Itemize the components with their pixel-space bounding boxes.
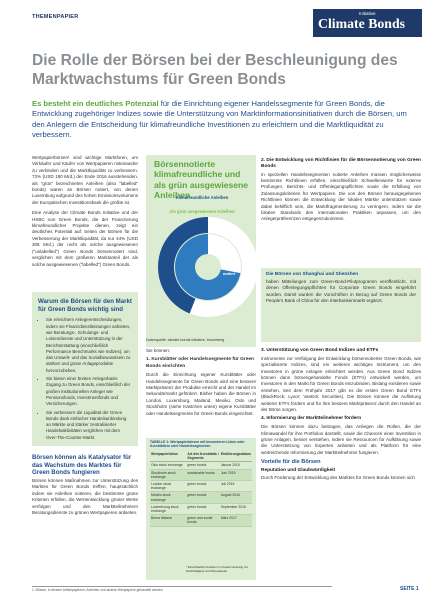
section-2-heading: 2. Die Entwicklung von Richtlinien für die Börsennotierung von Green Bonds [261, 158, 421, 169]
series-label-inner: Als grün ausgewiesene Anleihen [169, 209, 235, 214]
exchange-table-panel [146, 438, 256, 580]
shanghai-box-title: Die Börsen von Shanghai und Shenzhen [266, 272, 359, 277]
table-row [150, 462, 252, 469]
sidebar-item-2: • Sie bieten einer breiten Anlegerbasis Zugang zu Green Bonds, einschließlich der großen institutionellen Anleger wie Pensionsfonds, Investmentfonds und Versicherungen. [46, 376, 132, 407]
logo-subtitle: Initiative [359, 11, 376, 16]
shanghai-box-text: haben Mitteilungen zum Green-Bond-Pilotprogramm veröffentlicht, mit denen Offenlegungspflichten für Corporate Green Bonds eingeführt wurden. Damit wurden die Vorschriften in Bezug auf Green Bonds der People's Bank of China für den Interbankenmarkt ergänzt. [266, 279, 416, 304]
lead-bold: Es besteht ein deutliches Potenzial [32, 99, 159, 108]
left-column [32, 155, 138, 272]
table-cell: green bonds [186, 492, 219, 503]
table-cell: Januar 2015 [220, 462, 252, 469]
table-cell: Oslo stock exchange [150, 462, 186, 469]
page-number: SEITE 1 [400, 586, 419, 592]
series-label-outer: Klimafreundliche Anleihen [175, 195, 229, 200]
table-row [150, 492, 252, 503]
table-header: Einführungsdatum [220, 451, 252, 462]
table-cell: green bonds [186, 481, 219, 492]
data-label-inner-percent: 72% [223, 265, 235, 271]
data-label-outer-text: notiert [243, 271, 256, 276]
section-2-text: In speziellen Handelssegmenten notierte Anleihen müssen möglicherweise bestimmte Richtlinien erfüllen, einschließlich Schwellenwerte für externe Prüfungen, Berichts- und Offenlegungspflichten sowie die Erfüllung von Zulassungskriterien für Wertpapiere. Die von den Börsen herausgegebenen Richtlinien können die Entwicklung der lokalen Märkte unterstützen sowie dabei behilflich sein, die Marktfragmentierung zu verringern, indem sie die lokalen Standards den internationalen Praktiken anpassen, um den Anlegerpräferenzen entgegenzukommen. [261, 171, 421, 222]
table-cell: Stockholm stock exchange [150, 469, 186, 480]
table-caption: TABELLE 1: Wertpapierbörsen mit besonderen Listen oder Kursblättern oder Handelssegmenten [150, 440, 245, 449]
table-cell: August 2016 [220, 492, 252, 503]
right-column-upper [261, 155, 421, 226]
table-row [150, 481, 252, 492]
table-cell: September 2016 [220, 503, 252, 514]
why-exchanges-sidebar [32, 292, 138, 446]
logo-text: Climate Bonds [318, 16, 406, 31]
table-header: Wertpapierbörse [150, 451, 186, 462]
data-label-outer-percent: 44% [244, 265, 256, 271]
catalyst-heading: Börsen können als Katalysator für das Wachstum des Marktes für Green Bonds fungieren [32, 454, 132, 477]
table-cell: green bonds [186, 503, 219, 514]
table-row [150, 469, 252, 480]
pie-chart [146, 195, 256, 345]
table-cell: green and social bonds [186, 515, 219, 526]
section-3-heading: 3. Unterstützung von Green Bond Indizes und ETFs [261, 348, 379, 353]
table-cell: März 2017 [220, 515, 252, 526]
table-cell: Mexiko stock exchange [150, 492, 186, 503]
footnote: 1. Börsen, in diesem Artikelpapieren, Anleihen und andere Wertpapiere gehandelt werden [32, 586, 332, 592]
section-3-text: Instrumente zur Verfolgung der Entwicklung börsennotierter Green Bonds, wie spezialisierte Indizes, sind ein weiteres wichtiges Instrument, um den Investoren in grüne Anlagen erleichtert werden. Aus Green Bond Indizes können dann börsengehandelte Fonds (ETFs) entwickelt werden, um Investoren in den Markt für Green Bonds einzubinden. Bislang existieren sowie erstehen, Seit dem Frühjahr 2017 gibt es die ersten Green Bond ETFs (BlackRock; Lyxor; VanEck Securities). Die Börsen können die Auflistung weiterer ETFs fördern und für ihre bessere Marktpräsenz durch den Handel an der Börse sorgen. [261, 355, 421, 413]
climate-bonds-logo [313, 9, 422, 37]
left-lower-text: Börsen können Maßnahmen zur Unterstützung des Marktes für Green Bonds treffen, hauptsächlich indem sie Anleihen notieren, die bestimmte grüne Kriterien erfüllen, die Wertentwicklung grüner Werte verfolgen und den Marktteilnehmern Beratungsdienste zu grünen Wertpapieren anbieten. [32, 478, 138, 516]
section-1-heading: 1. Kursblätter oder Handelssegmente für Green Bonds einrichten [146, 357, 254, 369]
left-paragraph-2: Eine Analyse der Climate Bonds Initiative und der HSBC von Green Bonds, die der Finanzierung klimafreundlicher Projekte dienen, zeigt ein deutliches Potential auf: Seiten der Börsen für die Verbesserung der Marktliquidität, da nur 44% (USD 308 Mrd.) der nicht als solche ausgewiesenen ("unlabelled") Green Bonds börsennotiert sind, verglichen mit dem größeren Marktanteil der als solche ausgewiesenen ("labelled") Green Bonds. [32, 210, 138, 267]
table-cell: Juni 2015 [220, 469, 252, 480]
shanghai-shenzhen-box [261, 268, 421, 342]
table-cell: green bonds [186, 462, 219, 469]
table-cell: sustainable bonds [186, 469, 219, 480]
page-title: Die Rolle der Börsen bei der Beschleunigung des Marktwachstums für Green Bonds [32, 52, 398, 88]
table-footnote: * Einschließlich Anleihen im Zusammenhang mit Nachhaltigkeit und Klimawandel [186, 565, 248, 573]
right-column-lower [261, 346, 421, 485]
table-cell: London stock exchange [150, 481, 186, 492]
mid-column-text [146, 348, 256, 417]
benefits-heading: Vorteile für die Börsen [261, 459, 321, 466]
sidebar-list [32, 317, 138, 441]
document-category: THEMENPAPIER [32, 14, 79, 20]
chart-caption: Datenquelle: climate bonds initiative, bloomberg [146, 338, 225, 342]
mid-intro: Sie können: [146, 348, 171, 353]
table-row [150, 515, 252, 526]
sidebar-item-3: • Sie verbessern die Liquidität der Green Bonds dank einfacher Handelsanbindung an Märkte und stärker zentralisierter Handelsaktivitäten verglichen mit dem Over-The-Counter-Markt. [46, 410, 132, 441]
table-row [150, 503, 252, 514]
data-label-inner-text: notiert [222, 271, 236, 276]
exchange-table [150, 451, 252, 527]
reputation-text: Durch Förderung der Entwicklung des Marktes für Green Bonds können sich [261, 475, 415, 481]
section-4-heading: 4. Informierung der Marktteilnehmer fördern [261, 416, 362, 422]
pie-chart-panel [146, 155, 256, 347]
table-cell: Borsa Italiana [150, 515, 186, 526]
lead-paragraph [32, 99, 420, 140]
left-paragraph-1: Wertpapierbörsen¹ sind wichtige Marktforen, um Verkäufer und Käufer von Wertpapieren miteinander zu verbinden und die Marktliquidität zu verbessern. 72% (USD 180 Mrd.) der Ende 2016 ausstehenden, als "grün" bezeichneten Anleihen (also "labelled" bonds) waren an Börsen notiert, von denen Luxemburg aufgrund des hohen Emissionsvolumens der Europäischen Investitionsbank die größte ist. [32, 155, 138, 205]
table-cell: Juli 2015 [220, 481, 252, 492]
lead-text: für die Einrichtung eigener Handelssegmente für Green Bonds, die Entwicklung zugehöriger Indizes sowie die Unterstützung von Marktinformationsinitiativen durch die Börsen, um den Anlegern die Entscheidung für klimafreundliche Investitionen zu erleichtern und die Marktliquidität zu verbessern. [32, 99, 407, 139]
section-4-text: Die Börsen können dazu beitragen, das Anliegen die Rollen, die der Klimawandel für ihre Portfolios darstellt, sowie die Chancen einer Investition in grüne Anlagen, besser verstehen, indem sie Ressourcen für Aufklärung sowie die Unterstützung von Experten anbieten und als Plattform für eine weitreichende Informierung der Marktteilnehmer fungieren. [261, 424, 421, 455]
table-header-row [150, 451, 252, 462]
table-header: Art des Kursblatts / Segments [187, 452, 219, 461]
chart-title: Börsennotierte klimafreundliche und als grün ausgewiesene Anleihen [154, 159, 249, 200]
section-1-text: Durch die Einrichtung eigener Kursblätter oder Handelssegmente für Green Bonds wird eine bessere Marktpräsenz der Produkte erreicht und der Handel im Sekundärmarkt gefördert. Bisher haben die Börsen in London, Luxemburg, Mailand, Mexiko, Oslo und Stockholm (siehe Kästchen unten) eigene Kursblätter oder Handelssegmente für Green Bonds eingerichtet. [146, 372, 256, 416]
sidebar-item-1: • Sie erleichtern Anlegerentscheidungen, indem sie Finanzdienstleistungen anbieten, wie Beratungs-, Schulungs- und Lotsendienste und Unterstützung in der Berichterstattung (einschließlich Performance Benchmarks wie Indizes), um das Umwelt- und das Sozialbewusstsein zu stärken und grüne Anlageprodukte hervorzuheben. [46, 317, 132, 374]
table-cell: Luxembourg stock exchange [150, 503, 186, 514]
sidebar-title: Warum die Börsen für den Markt für Green Bonds wichtig sind [38, 298, 132, 313]
reputation-heading: Reputation und Glaubwürdigkeit [261, 467, 336, 473]
